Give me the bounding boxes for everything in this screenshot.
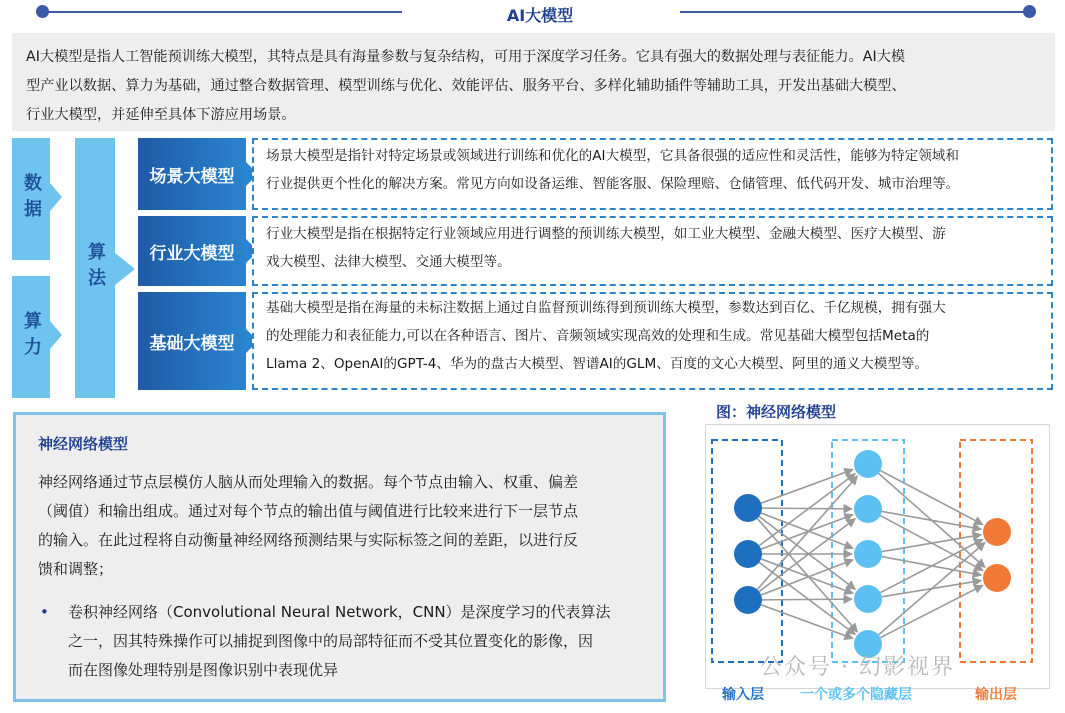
bullet-line: 卷积神经网络（Convolutional Neural Network，CNN）是深度学习的代表算法 bbox=[68, 603, 611, 621]
model-description bbox=[252, 292, 1053, 390]
model-description bbox=[252, 216, 1053, 286]
connection-edge bbox=[879, 542, 985, 634]
description-line: 场景大模型是指针对特定场景或领域进行训练和优化的AI大模型，它具备很强的适应性和灵活性，能够为特定领域和 bbox=[266, 148, 959, 164]
neural-network-body bbox=[38, 468, 641, 584]
description-line: 行业提供更个性化的解决方案。常见方向如设备运维、智能客服、保险理赔、仓储管理、低代码开发、城市治理等。 bbox=[266, 176, 960, 192]
body-line: （阈值）和输出组成。通过对每个节点的输出值与阈值进行比较来进行下一层节点 bbox=[38, 502, 579, 520]
body-line: 馈和调整； bbox=[38, 560, 114, 578]
hidden-node bbox=[854, 540, 882, 568]
connection-edge bbox=[759, 519, 855, 592]
connection-edge bbox=[762, 599, 852, 600]
model-row-scene bbox=[138, 138, 1053, 210]
output-node bbox=[983, 564, 1011, 592]
body-line: 神经网络通过节点层模仿人脑从而处理输入的数据。每个节点由输入、权重、偏差 bbox=[38, 473, 579, 491]
cnn-bullet bbox=[38, 598, 641, 685]
hidden-node bbox=[854, 450, 882, 478]
input-layer-label: 输入层 bbox=[722, 687, 764, 703]
header-line-right bbox=[680, 11, 1030, 13]
body-line: 的输入。在此过程将自动衡量神经网络预测结果与实际标签之间的差距，以进行反 bbox=[38, 531, 579, 549]
connection-edge bbox=[880, 539, 982, 592]
neural-network-title: 神经网络模型 bbox=[38, 435, 129, 453]
description-line: 基础大模型是指在海量的未标注数据上通过自监督预训练得到预训练大模型，参数达到百亿、千亿规模，拥有强大 bbox=[266, 300, 946, 316]
page-title: AI大模型 bbox=[506, 6, 574, 25]
connection-edge bbox=[761, 515, 853, 549]
pillar-compute: 算力 bbox=[12, 276, 50, 398]
intro-line: 型产业以数据、算力为基础，通过整合数据管理、模型训练与优化、效能评估、服务平台、多样化辅助插件等辅助工具，开发出基础大模型、 bbox=[26, 78, 906, 94]
output-layer-label: 输出层 bbox=[975, 687, 1017, 703]
output-layer-frame bbox=[960, 440, 1032, 662]
arrow-right-icon bbox=[50, 183, 62, 211]
model-row-foundation bbox=[138, 292, 1053, 390]
connection-edge bbox=[761, 559, 853, 593]
description-line: 行业大模型是指在根据特定行业领域应用进行调整的预训练大模型，如工业大模型、金融大模型、医疗大模型、游 bbox=[266, 226, 946, 242]
description-line: 的处理能力和表征能力,可以在各种语言、图片、音频领域实现高效的处理和生成。常见基础大模型包括Meta的 bbox=[266, 328, 930, 344]
hidden-node bbox=[854, 495, 882, 523]
model-description bbox=[252, 138, 1053, 210]
model-label: 行业大模型 bbox=[138, 216, 246, 286]
intro-line: 行业大模型，并延伸至具体下游应用场景。 bbox=[26, 107, 296, 123]
description-line: Llama 2、OpenAI的GPT-4、华为的盘古大模型、智谱AI的GLM、百度的文心大模型、阿里的通义大模型等。 bbox=[266, 356, 929, 372]
model-label: 场景大模型 bbox=[138, 138, 246, 210]
hidden-node bbox=[854, 585, 882, 613]
hidden-layer-label: 一个或多个隐藏层 bbox=[800, 687, 912, 703]
input-node bbox=[734, 494, 762, 522]
neural-network-box bbox=[13, 412, 666, 702]
pillar-algorithm: 算法 bbox=[75, 138, 115, 398]
model-label: 基础大模型 bbox=[138, 292, 246, 390]
arrow-right-icon bbox=[50, 321, 62, 349]
figure-title: 图：神经网络模型 bbox=[716, 403, 837, 421]
input-node bbox=[734, 586, 762, 614]
watermark: 公众号 · 幻影视界 bbox=[760, 655, 955, 680]
bullet-icon: • bbox=[40, 603, 49, 621]
connection-edge bbox=[880, 585, 982, 637]
connection-edge bbox=[882, 535, 981, 552]
header-dot-right bbox=[1023, 5, 1036, 18]
header-line-left bbox=[42, 11, 402, 13]
connection-edge bbox=[759, 562, 855, 634]
pillar-data: 数据 bbox=[12, 138, 50, 260]
connection-edge bbox=[882, 511, 981, 529]
connection-edge bbox=[759, 516, 855, 589]
bullet-line: 之一，因其特殊操作可以捕捉到图像中的局部特征而不受其位置变化的影像，因 bbox=[68, 632, 594, 650]
intro-paragraph bbox=[12, 33, 1055, 131]
arrow-right-icon bbox=[115, 253, 135, 285]
output-node bbox=[983, 518, 1011, 546]
bullet-line: 而在图像处理特别是图像识别中表现优异 bbox=[68, 661, 339, 679]
connection-edge bbox=[759, 474, 855, 546]
connection-edge bbox=[880, 471, 982, 525]
input-node bbox=[734, 540, 762, 568]
intro-line: AI大模型是指人工智能预训练大模型，其特点是具有海量参数与复杂结构，可用于深度学习任务。它具有强大的数据处理与表征能力。AI大模 bbox=[26, 49, 906, 65]
connection-edge bbox=[757, 476, 857, 590]
description-line: 戏大模型、法律大模型、交通大模型等。 bbox=[266, 254, 511, 270]
model-row-industry bbox=[138, 216, 1053, 286]
